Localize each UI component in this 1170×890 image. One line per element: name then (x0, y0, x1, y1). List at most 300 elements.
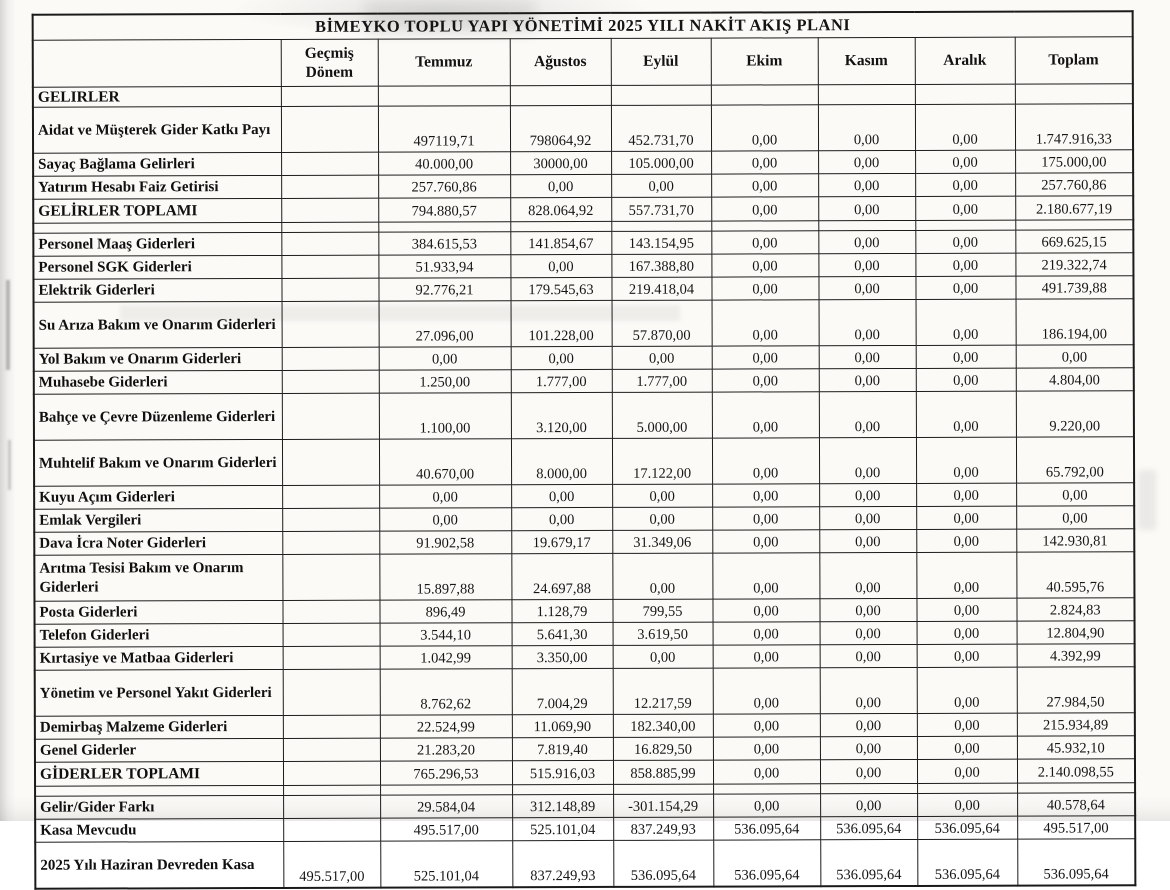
table-cell: 12.804,90 (1017, 621, 1135, 644)
table-cell (281, 199, 378, 223)
table-cell: 0,00 (915, 231, 1015, 254)
table-cell: 40.670,00 (379, 439, 511, 485)
table-cell (282, 486, 379, 509)
table-cell: 0,00 (511, 347, 612, 370)
table-cell: 0,00 (818, 197, 915, 221)
row-label: 2025 Yılı Haziran Devreden Kasa (35, 842, 283, 889)
row-label: Gelir/Gider Farkı (35, 796, 283, 820)
table-cell: 4.392,99 (1017, 644, 1135, 667)
table-cell: 0,00 (820, 737, 917, 760)
table-cell: 0,00 (612, 484, 712, 507)
table-cell: 794.880,57 (378, 198, 510, 222)
table-cell: 0,00 (916, 599, 1016, 622)
table-cell: 536.095,64 (820, 840, 917, 887)
table-cell: 497119,71 (378, 106, 510, 152)
column-header-gecmis-donem: Geçmiş Dönem (281, 39, 378, 86)
table-cell: 175.000,00 (1015, 150, 1133, 173)
row-label: Emlak Vergileri (34, 509, 282, 533)
table-cell: 0,00 (915, 174, 1015, 197)
table-cell: 0,00 (819, 369, 916, 392)
table-cell: 0,00 (916, 300, 1016, 346)
table-cell: 0,00 (916, 553, 1016, 599)
table-cell: 495.517,00 (1017, 816, 1135, 839)
table-cell: 0,00 (712, 530, 819, 553)
column-header-row (33, 37, 1133, 87)
scan-artifact (1138, 470, 1156, 530)
table-cell: 5.641,30 (512, 623, 613, 646)
table-cell: 0,00 (510, 255, 611, 278)
cash-flow-table (32, 10, 1137, 890)
table-cell: 799,55 (612, 599, 712, 622)
table-cell: 3.350,00 (512, 646, 613, 669)
table-cell (611, 85, 711, 106)
table-cell: 0,00 (916, 346, 1016, 369)
table-cell: 11.069,90 (512, 715, 613, 738)
table-cell: 0,00 (712, 300, 819, 346)
table-cell: 7.819,40 (512, 738, 613, 761)
table-cell: 0,00 (712, 438, 819, 484)
table-cell: 1.250,00 (379, 370, 511, 393)
table-row (35, 644, 1135, 670)
row-label: GELIRLER (33, 86, 281, 107)
table-cell (510, 222, 611, 232)
table-row (34, 391, 1134, 440)
table-cell: 0,00 (713, 714, 820, 737)
table-cell: 0,00 (711, 277, 818, 300)
table-cell (281, 233, 378, 256)
table-cell: 0,00 (820, 622, 917, 645)
table-cell: 515.916,03 (512, 761, 613, 785)
table-cell (283, 796, 380, 819)
table-cell: 536.095,64 (713, 840, 820, 887)
table-row (33, 276, 1133, 302)
table-row (34, 368, 1134, 394)
table-row (33, 230, 1133, 256)
column-header-toplam: Toplam (1015, 37, 1133, 84)
table-cell (1015, 220, 1133, 230)
table-cell: 0,00 (711, 151, 818, 174)
table-cell: 27.984,50 (1017, 667, 1135, 713)
table-cell (283, 647, 380, 670)
table-cell: 257.760,86 (1015, 173, 1133, 196)
table-cell: 0,00 (713, 760, 820, 784)
column-header-temmuz: Temmuz (378, 39, 510, 86)
table-cell (282, 509, 379, 532)
table-cell: 4.804,00 (1016, 368, 1134, 391)
table-cell: 0,00 (819, 599, 916, 622)
title-row (33, 11, 1133, 40)
table-cell: 452.731,70 (611, 105, 711, 151)
row-label: Personel SGK Giderleri (33, 256, 281, 280)
table-cell: 0,00 (818, 105, 915, 151)
table-cell: 3.120,00 (511, 393, 612, 439)
table-cell: 491.739,88 (1015, 276, 1133, 299)
table-cell: 0,00 (510, 175, 611, 198)
table-cell (283, 786, 380, 796)
table-cell: 40.595,76 (1016, 552, 1134, 598)
table-cell: 215.934,89 (1017, 713, 1135, 736)
table-cell: 92.776,21 (378, 278, 510, 301)
column-header-aralik: Aralık (915, 37, 1015, 84)
table-cell: 0,00 (917, 645, 1017, 668)
table-row (33, 104, 1133, 153)
table-cell: 0,00 (613, 645, 713, 668)
table-cell (282, 532, 379, 555)
table-cell: 30000,00 (510, 152, 611, 175)
table-cell: 142.930,81 (1016, 529, 1134, 552)
table-cell: 0,00 (819, 392, 916, 438)
table-cell: 22.524,99 (380, 715, 512, 738)
table-cell: 91.902,58 (379, 531, 511, 554)
row-label: Posta Giderleri (34, 601, 282, 625)
column-header-eylul: Eylül (611, 38, 711, 85)
row-label: Personel Maaş Giderleri (33, 233, 281, 257)
table-cell: 0,00 (712, 392, 819, 438)
table-cell (283, 739, 380, 762)
table-cell: 536.095,64 (917, 817, 1017, 840)
table-cell: 0,00 (1016, 483, 1134, 506)
table-cell: 0,00 (916, 369, 1016, 392)
table-cell: 0,00 (712, 599, 819, 622)
table-cell (1015, 84, 1133, 105)
row-label: Demirbaş Malzeme Giderleri (35, 716, 283, 740)
table-row (34, 483, 1134, 509)
table-cell: 798064,92 (510, 106, 611, 152)
table-cell: 0,00 (819, 438, 916, 484)
table-cell: 9.220,00 (1016, 391, 1134, 437)
table-cell: 31.349,06 (612, 530, 712, 553)
table-cell: 0,00 (819, 553, 916, 599)
table-cell: 0,00 (711, 197, 818, 221)
table-cell: 0,00 (916, 438, 1016, 484)
document-title: BİMEYKO TOPLU YAPI YÖNETİMİ 2025 YILI NAKİT AKIŞ PLANI (33, 11, 1133, 40)
table-cell: 0,00 (379, 485, 511, 508)
column-header-kasim: Kasım (818, 37, 915, 84)
table-cell: 0,00 (820, 668, 917, 714)
table-cell (713, 784, 820, 794)
row-label: Yol Bakım ve Onarım Giderleri (34, 348, 282, 372)
table-cell: 2.140.098,55 (1017, 759, 1135, 783)
table-cell: 536.095,64 (1017, 839, 1135, 886)
table-row (35, 736, 1135, 762)
table-cell: 0,00 (819, 507, 916, 530)
table-cell (512, 785, 613, 795)
table-cell: 0,00 (818, 254, 915, 277)
table-cell: 0,00 (712, 553, 819, 599)
table-cell: 0,00 (820, 645, 917, 668)
table-cell: 0,00 (915, 197, 1015, 221)
table-cell: 384.615,53 (378, 232, 510, 255)
table-cell: 5.000,00 (612, 392, 712, 438)
row-label: Telefon Giderleri (35, 624, 283, 648)
table-cell: 536.095,64 (613, 840, 713, 887)
table-row (34, 299, 1134, 348)
table-cell: 143.154,95 (611, 231, 711, 254)
table-cell (378, 222, 510, 232)
table-cell: 0,00 (917, 622, 1017, 645)
table-cell: 0,00 (612, 346, 712, 369)
table-cell (917, 784, 1017, 794)
table-cell: 0,00 (819, 484, 916, 507)
table-cell: 0,00 (915, 151, 1015, 174)
table-cell: 257.760,86 (378, 175, 510, 198)
table-row (33, 173, 1133, 199)
table-row (33, 253, 1133, 279)
table-cell: 0,00 (915, 277, 1015, 300)
table-row (34, 345, 1134, 371)
table-cell: 45.932,10 (1017, 736, 1135, 759)
table-cell: 0,00 (1016, 506, 1134, 529)
table-row (33, 196, 1133, 223)
table-cell: 0,00 (711, 105, 818, 151)
table-cell: 105.000,00 (611, 151, 711, 174)
table-cell: 837.249,93 (613, 817, 713, 840)
table-cell (283, 716, 380, 739)
table-cell: 219.418,04 (611, 277, 711, 300)
row-label: Dava İcra Noter Giderleri (34, 532, 282, 556)
table-cell: 0,00 (511, 485, 612, 508)
table-cell: 1.777,00 (511, 370, 612, 393)
table-cell (820, 784, 917, 794)
table-cell: 179.545,63 (510, 278, 611, 301)
table-cell: 0,00 (712, 484, 819, 507)
table-cell: 0,00 (713, 794, 820, 817)
table-cell: 312.148,89 (512, 795, 613, 818)
table-cell: 40.578,64 (1017, 793, 1135, 816)
table-cell: 3.619,50 (613, 622, 713, 645)
table-cell: 182.340,00 (613, 714, 713, 737)
row-label: Muhasebe Giderleri (34, 371, 282, 395)
row-label: Arıtma Tesisi Bakım ve Onarım Giderleri (34, 555, 282, 602)
table-cell: 0,00 (713, 622, 820, 645)
table-cell: 858.885,99 (613, 760, 713, 784)
table-cell (281, 256, 378, 279)
table-body (33, 84, 1136, 889)
row-label: Yatırım Hesabı Faiz Getirisi (33, 176, 281, 200)
table-cell: 0,00 (612, 507, 712, 530)
table-cell (283, 670, 380, 716)
table-cell: 0,00 (917, 714, 1017, 737)
table-cell: 7.004,29 (512, 669, 613, 715)
table-cell: 29.584,04 (380, 795, 512, 818)
table-cell (281, 107, 378, 153)
table-cell: 0,00 (818, 174, 915, 197)
table-cell: 40.000,00 (378, 152, 510, 175)
table-cell: 219.322,74 (1015, 253, 1133, 276)
table-cell (1017, 783, 1135, 793)
table-cell: 27.096,00 (379, 301, 511, 347)
table-cell: 0,00 (820, 794, 917, 817)
table-cell: 186.194,00 (1016, 299, 1134, 345)
table-cell (281, 86, 378, 107)
table-cell: 0,00 (820, 714, 917, 737)
table-row (34, 506, 1134, 532)
table-cell: 0,00 (713, 737, 820, 760)
table-cell: 1.777,00 (612, 369, 712, 392)
row-label: Kırtasiye ve Matbaa Giderleri (35, 647, 283, 671)
table-cell (711, 221, 818, 231)
table-cell: 167.388,80 (611, 254, 711, 277)
table-cell: 0,00 (611, 174, 711, 197)
table-cell: 19.679,17 (511, 531, 612, 554)
table-cell: 101.228,00 (511, 301, 612, 347)
table-cell: 557.731,70 (611, 197, 711, 221)
table-cell: 2.180.677,19 (1015, 196, 1133, 220)
table-cell: 0,00 (916, 530, 1016, 553)
table-cell: 1.747.916,33 (1015, 104, 1133, 150)
table-cell (611, 221, 711, 231)
table-cell: 24.697,88 (511, 554, 612, 600)
table-cell (282, 394, 379, 440)
table-cell (711, 85, 818, 106)
table-cell: 0,00 (511, 508, 612, 531)
table-cell: 0,00 (712, 346, 819, 369)
table-cell: 828.064,92 (510, 198, 611, 222)
cash-flow-table-sheet (32, 10, 1137, 890)
table-cell: 0,00 (711, 174, 818, 197)
table-cell (282, 348, 379, 371)
table-cell: 765.296,53 (380, 761, 512, 785)
table-cell (282, 555, 379, 601)
table-cell (282, 440, 379, 486)
table-cell: 525.101,04 (512, 818, 613, 841)
table-cell: 0,00 (916, 392, 1016, 438)
table-cell: 536.095,64 (917, 840, 1017, 887)
table-cell (282, 371, 379, 394)
table-cell: 525.101,04 (380, 841, 512, 888)
table-cell (281, 153, 378, 176)
table-cell: 0,00 (819, 346, 916, 369)
table-cell (915, 84, 1015, 105)
table-row (35, 839, 1135, 889)
table-cell: 669.625,15 (1015, 230, 1133, 253)
table-cell: 0,00 (1016, 345, 1134, 368)
row-label: Kuyu Açım Giderleri (34, 486, 282, 510)
table-row (34, 598, 1134, 624)
table-cell (510, 85, 611, 106)
table-cell: 12.217,59 (613, 668, 713, 714)
table-row (35, 713, 1135, 739)
table-cell (281, 176, 378, 199)
table-cell: 17.122,00 (612, 438, 712, 484)
table-cell: 0,00 (818, 231, 915, 254)
table-cell: 0,00 (712, 507, 819, 530)
table-cell: 0,00 (915, 105, 1015, 151)
table-cell: 8.000,00 (511, 439, 612, 485)
table-cell: 1.042,99 (380, 646, 512, 669)
row-label: Kasa Mevcudu (35, 819, 283, 843)
table-cell: 0,00 (819, 530, 916, 553)
row-label: Bahçe ve Çevre Düzenleme Giderleri (34, 394, 282, 441)
table-row (35, 793, 1135, 819)
table-cell: 0,00 (818, 151, 915, 174)
table-row (33, 150, 1133, 176)
row-label: Yönetim ve Personel Yakıt Giderleri (35, 670, 283, 717)
table-cell: 0,00 (917, 794, 1017, 817)
scan-artifact (8, 440, 11, 490)
table-cell: 0,00 (712, 369, 819, 392)
table-cell: 0,00 (379, 508, 511, 531)
table-cell: 21.283,20 (380, 738, 512, 761)
row-label: GELİRLER TOPLAMI (33, 199, 281, 224)
table-cell: -301.154,29 (613, 794, 713, 817)
table-row (34, 437, 1134, 486)
table-cell: 16.829,50 (613, 737, 713, 760)
table-cell (818, 221, 915, 231)
table-cell: 0,00 (917, 760, 1017, 784)
row-label: Sayaç Bağlama Gelirleri (33, 153, 281, 177)
table-cell (283, 819, 380, 842)
table-cell: 51.933,94 (378, 255, 510, 278)
table-cell: 0,00 (612, 553, 712, 599)
table-row (35, 759, 1135, 786)
table-cell: 0,00 (916, 507, 1016, 530)
table-cell (915, 221, 1015, 231)
table-cell: 1.128,79 (511, 600, 612, 623)
table-row (35, 816, 1135, 842)
table-cell: 536.095,64 (713, 817, 820, 840)
table-cell: 0,00 (819, 300, 916, 346)
table-cell (613, 784, 713, 794)
table-row (35, 621, 1135, 647)
table-cell: 0,00 (713, 668, 820, 714)
table-cell: 0,00 (916, 484, 1016, 507)
row-label: Elektrik Giderleri (33, 279, 281, 303)
table-cell: 896,49 (379, 600, 511, 623)
table-row (34, 552, 1134, 601)
table-cell (380, 785, 512, 795)
table-cell: 0,00 (820, 760, 917, 784)
table-cell: 0,00 (917, 737, 1017, 760)
table-cell (818, 84, 915, 105)
row-label: Aidat ve Müşterek Gider Katkı Payı (33, 107, 281, 154)
column-header-ekim: Ekim (711, 38, 818, 85)
table-cell: 0,00 (711, 231, 818, 254)
table-cell (378, 86, 510, 107)
table-cell: 495.517,00 (283, 842, 380, 889)
column-header-agustos: Ağustos (510, 38, 611, 85)
table-row (34, 529, 1134, 555)
table-cell: 837.249,93 (512, 841, 613, 888)
table-cell: 0,00 (915, 254, 1015, 277)
table-cell: 0,00 (917, 668, 1017, 714)
table-cell (282, 302, 379, 348)
table-cell (283, 624, 380, 647)
table-cell: 536.095,64 (820, 817, 917, 840)
row-label: Muhtelif Bakım ve Onarım Giderleri (34, 440, 282, 487)
table-cell: 2.824,83 (1016, 598, 1134, 621)
row-label: Genel Giderler (35, 739, 283, 763)
table-cell: 1.100,00 (379, 393, 511, 439)
table-row (35, 667, 1135, 716)
table-cell: 15.897,88 (379, 554, 511, 600)
row-label: GİDERLER TOPLAMI (35, 762, 283, 787)
table-cell: 0,00 (713, 645, 820, 668)
table-cell: 0,00 (379, 347, 511, 370)
table-cell (283, 762, 380, 786)
table-cell (281, 279, 378, 302)
row-label: Su Arıza Bakım ve Onarım Giderleri (34, 302, 282, 349)
table-cell: 57.870,00 (612, 300, 712, 346)
table-cell: 8.762,62 (380, 669, 512, 715)
table-cell: 65.792,00 (1016, 437, 1134, 483)
table-cell: 0,00 (711, 254, 818, 277)
table-cell: 3.544,10 (380, 623, 512, 646)
table-cell: 141.854,67 (510, 232, 611, 255)
table-cell (282, 601, 379, 624)
table-cell: 0,00 (818, 277, 915, 300)
scan-artifact (6, 280, 10, 370)
